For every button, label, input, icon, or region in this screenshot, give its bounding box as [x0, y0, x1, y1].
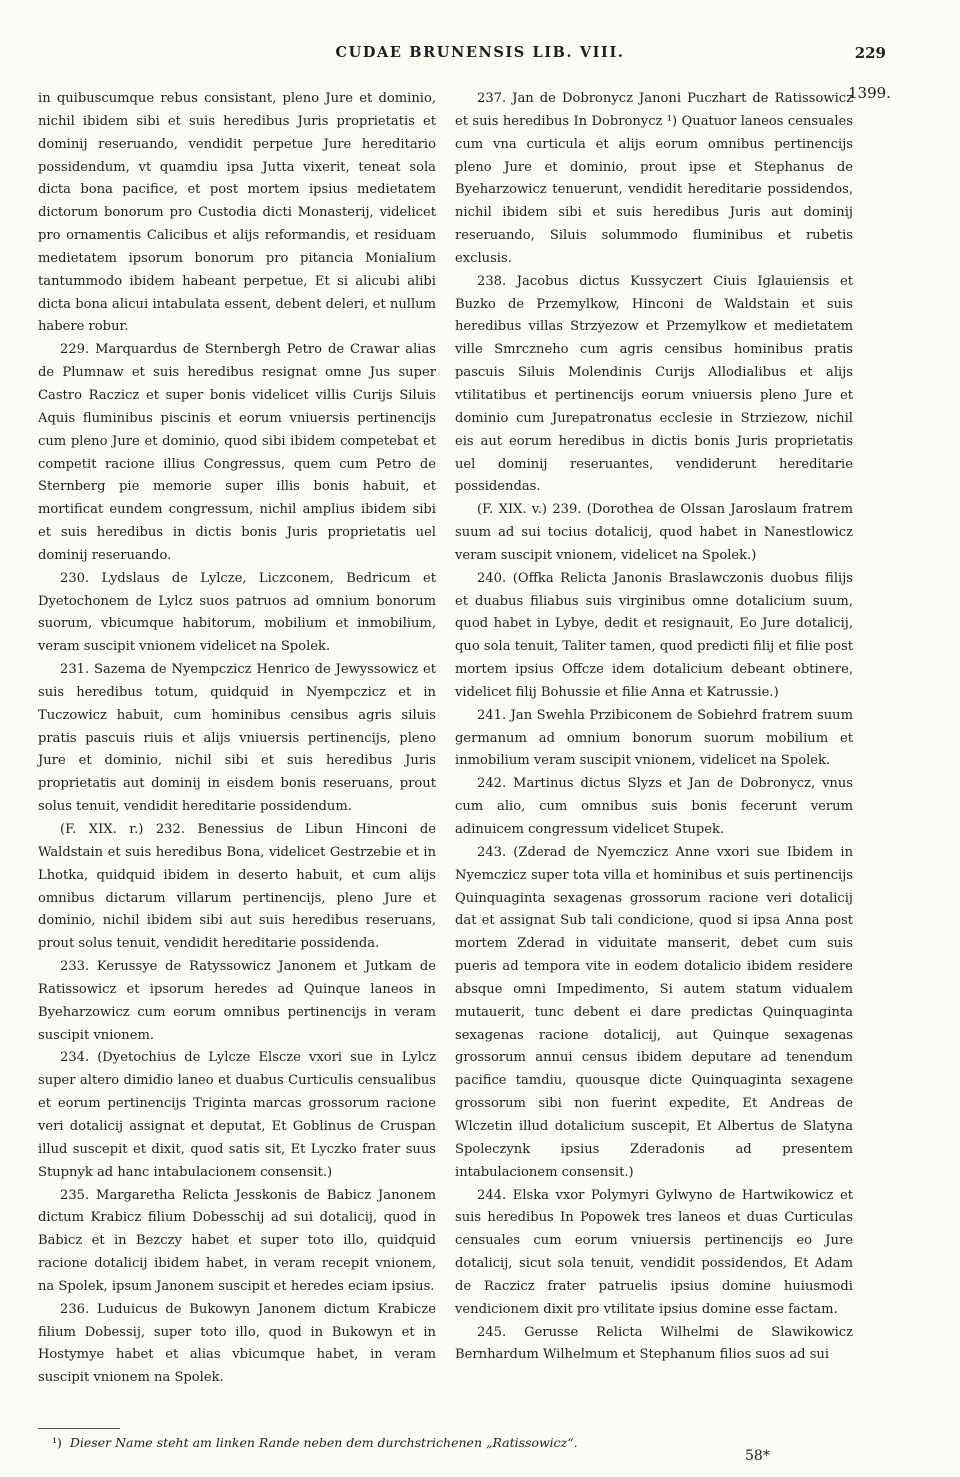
entry-237: 237. Jan de Dobronycz Janoni Puczhart de Ratissowicz et suis heredibus In Dobronycz ¹) Quatuor laneos censuales cum vna curticula et alijs eorum omnibus pertinencijs pleno Jure et dominio, prout ipse et Stephanus de Byeharzowicz tenuerunt, vendidit hereditarie possidendos, nichil ibidem sibi et suis heredibus Juris aut dominij reseruando, Siluis solummodo fluminibus et rubetis exclusis.: [455, 91, 853, 266]
entry-229: 229. Marquardus de Sternbergh Petro de Crawar alias de Plumnaw et suis heredibus resignat omne Jus super Castro Raczicz et super bonis videlicet villis Curijs Siluis Aquis fluminibus piscinis et eorum vniuersis pertinencijs cum pleno Jure et dominio, quod sibi ibidem competebat et competit racione illius Congressus, quem cum Petro de Sternberg pie memorie super illis bonis habuit, et mortificat eundem congressum, nichil amplius ibidem sibi et suis heredibus in dictis bonis Juris proprietatis uel dominij reseruando.: [38, 342, 436, 563]
running-title: CUDAE BRUNENSIS LIB. VIII.: [335, 44, 625, 61]
running-head: [0, 44, 960, 68]
page-number: 229: [854, 44, 886, 62]
footnote-rule: [38, 1428, 120, 1429]
left-column: [38, 88, 436, 1390]
margin-year: 1399.: [848, 84, 891, 102]
entry-233: 233. Kerussye de Ratyssowicz Janonem et Jutkam de Ratissowicz et ipsorum heredes ad Quinque laneos in Byeharzowicz cum eorum omnibus pertinencijs in veram suscipit vnionem.: [38, 959, 436, 1043]
entry-230: 230. Lydslaus de Lylcze, Liczconem, Bedricum et Dyetochonem de Lylcz suos patruos ad omnium bonorum suorum, vbicumque habitorum, mobilium et inmobilium, veram suscipit vnionem videlicet na Spolek.: [38, 570, 436, 655]
entry-243: 243. (Zderad de Nyemczicz Anne vxori sue Ibidem in Nyemczicz super tota villa et hominibus et suis pertinencijs Quinquaginta sexagenas grossorum racione veri dotalicij dat et assignat Sub tali condicione, quod si ipsa Anna post mortem Zderad in viduitate manserit, debet cum suis pueris ad tempora vite in eodem dotalicio ibidem residere absque omni Impedimento, Si autem statum vidualem mutauerit, tunc debent ei dare predictas Quinquaginta sexagenas racione dotalicij, aut Quinque sexagenas grossorum annui census ibidem deputare ad tenendum pacifice tamdiu, quousque dicte Quinquaginta sexagene grossorum sibi non fuerint expedite, Et Andreas de Wlczetin illud dotalicium suscepit, Et Albertus de Slatyna Spoleczynk ipsius Zderadonis ad presentem intabulacionem consensit.): [455, 844, 853, 1180]
signature-mark: 58*: [745, 1448, 770, 1464]
entry-239: (F. XIX. v.) 239. (Dorothea de Olssan Jaroslaum fratrem suum ad sui tocius dotalicij, quod habet in Nanestlowicz veram suscipit vnionem, videlicet na Spolek.): [455, 502, 853, 563]
footnote-text: Dieser Name steht am linken Rande neben dem durchstrichenen „Ratissowicz“.: [69, 1435, 578, 1450]
entry-240: 240. (Offka Relicta Janonis Braslawczonis duobus filijs et duabus filiabus suis virginibus omne dotalicium suum, quod habet in Lybye, dedit et resignauit, Eo Jure dotalicij, quo sola tenuit, Taliter tamen, quod predicti filij et filie post mortem ipsius Offcze idem dotalicium debeant obtinere, videlicet filij Bohussie et filie Anna et Katrussie.): [455, 570, 853, 700]
entry-241: 241. Jan Swehla Przibiconem de Sobiehrd fratrem suum germanum ad omnium bonorum suorum mobilium et inmobilium veram suscipit vnionem, videlicet na Spolek.: [455, 707, 853, 769]
entry-231: 231. Sazema de Nyempczicz Henrico de Jewyssowicz et suis heredibus totum, quidquid in Nyempczicz et in Tuczowicz habuit, cum hominibus censibus agris siluis pratis pascuis riuis et alijs vniuersis pertinencijs, pleno Jure et dominio, nichil sibi et suis heredibus Juris proprietatis aut dominij in eisdem bonis reseruans, prout solus tenuit, vendidit hereditarie possidendum.: [38, 662, 436, 815]
entry-244: 244. Elska vxor Polymyri Gylwyno de Hartwikowicz et suis heredibus In Popowek tres laneos et duas Curticulas censuales cum eorum vniuersis pertinencijs eo Jure dotalicij, sicut sola tenuit, vendidit possidendos, Et Adam de Raczicz frater patruelis ipsius domine huiusmodi vendicionem dixit pro vtilitate ipsius domine esse factam.: [455, 1187, 853, 1317]
paragraph: in quibuscumque rebus consistant, pleno Jure et dominio, nichil ibidem sibi et suis heredibus Juris proprietatis et dominij reseruando, vendidit perpetue Jure hereditario possidendum, vt quamdiu ipsa Jutta vixerit, teneat sola dicta bona pacifice, et post mortem ipsius medietatem dictorum bonorum pro Custodia dicti Monasterij, videlicet pro ornamentis Calicibus et alijs reformandis, et residuam medietatem ipsorum bonorum pro pitancia Monialium tantummodo ibidem habeant perpetue, Et si alicubi alibi dicta bona alicui intabulata essent, debent deleri, et nullum habere robur.: [38, 91, 436, 335]
entry-235: 235. Margaretha Relicta Jesskonis de Babicz Janonem dictum Krabicz filium Dobesschij ad sui dotalicij, quod in Babicz et in Bezczy habet et super toto illo, quidquid racione dotalicij ibidem habet, in veram recepit vnionem, na Spolek, ipsum Janonem suscipit et heredes eciam ipsius.: [38, 1187, 436, 1294]
right-column: [455, 88, 853, 1367]
entry-238: 238. Jacobus dictus Kussyczert Ciuis Iglauiensis et Buzko de Przemylkow, Hinconi de Waldstain et suis heredibus villas Strzyezow et Przemylkow et medietatem ville Smrczneho cum agris censibus hominibus pratis pascuis Siluis Molendinis Curijs Allodialibus et alijs vtilitatibus et pertinencijs eorum vniuersis pleno Jure et dominio cum Jurepatronatus ecclesie in Strziezow, nichil eis aut eorum heredibus in dictis bonis Juris proprietatis uel dominij reseruantes, vendiderunt hereditarie possidendas.: [455, 273, 853, 495]
entry-234: 234. (Dyetochius de Lylcze Elscze vxori sue in Lylcz super altero dimidio laneo et duabus Curticulis censualibus et eorum pertinencijs Triginta marcas grossorum racione veri dotalicij assignat et deputat, Et Goblinus de Cruspan illud suscepit et dixit, quod satis sit, Et Lyczko frater suus Stupnyk ad hanc intabulacionem consensit.): [38, 1050, 436, 1180]
footnote: [52, 1434, 752, 1452]
entry-242: 242. Martinus dictus Slyzs et Jan de Dobronycz, vnus cum alio, cum omnibus suis bonis fecerunt verum adinuicem congressum videlicet Stupek.: [455, 776, 853, 837]
footnote-marker: ¹): [52, 1435, 62, 1450]
entry-245: 245. Gerusse Relicta Wilhelmi de Slawikowicz Bernhardum Wilhelmum et Stephanum filios suos ad sui: [455, 1324, 853, 1363]
entry-232: (F. XIX. r.) 232. Benessius de Libun Hinconi de Waldstain et suis heredibus Bona, videlicet Gestrzebie et in Lhotka, quidquid ibidem in deserto habuit, et cum alijs omnibus dictarum villarum pertinencijs, pleno Jure et dominio, nichil ibidem sibi aut suis heredibus reseruans, prout solus tenuit, vendidit hereditarie possidenda.: [38, 822, 436, 952]
entry-236: 236. Luduicus de Bukowyn Janonem dictum Krabicze filium Dobessij, super toto illo, quod in Bukowyn et in Hostymye habet et alias vbicumque habet, in veram suscipit vnionem na Spolek.: [38, 1301, 436, 1386]
